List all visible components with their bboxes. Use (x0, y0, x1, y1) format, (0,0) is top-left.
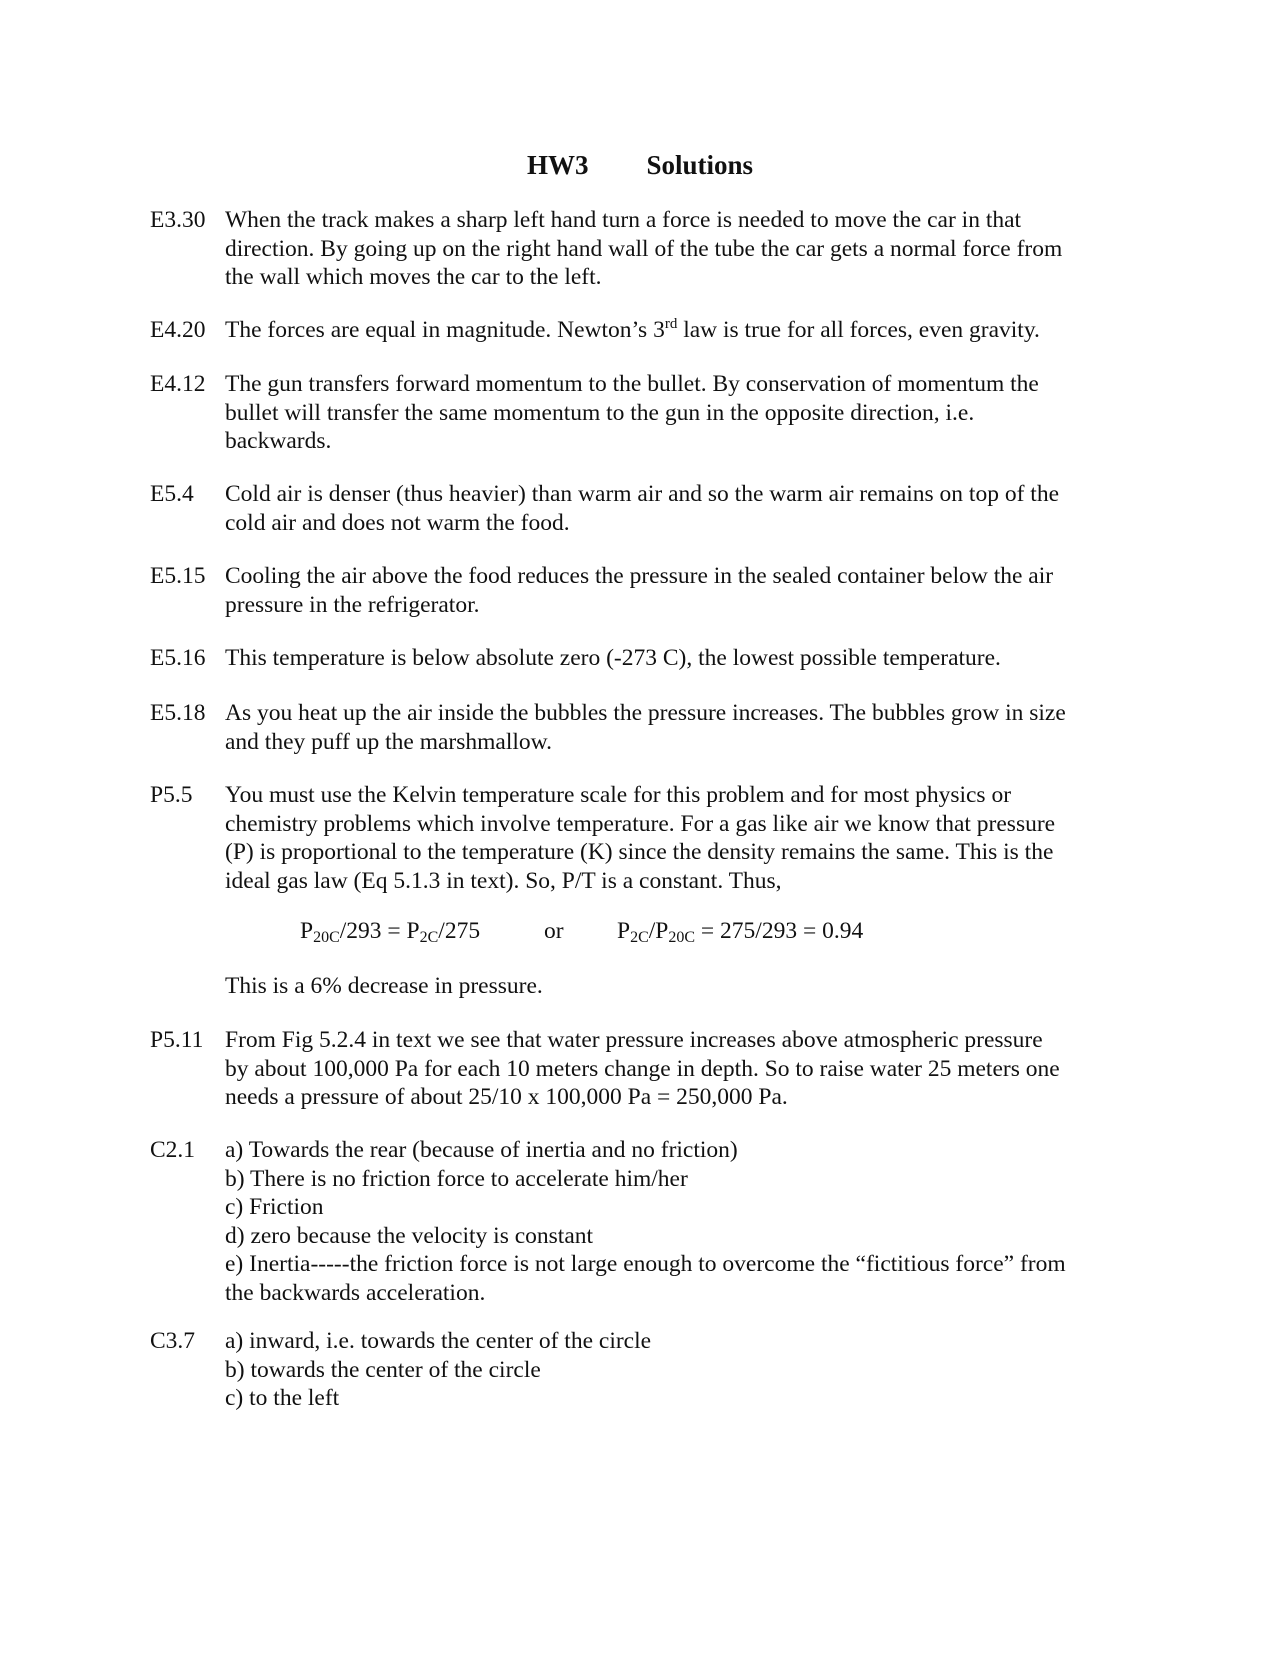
problem-label: E5.15 (150, 563, 206, 589)
text-line: This temperature is below absolute zero (-273 C), the lowest possible temperature. (225, 645, 1001, 671)
page-title (0, 150, 1280, 181)
solution-text (225, 1327, 1155, 1413)
problem-label: P5.11 (150, 1027, 204, 1053)
text-line: Cold air is denser (thus heavier) than warm air and so the warm air remains on top of the (225, 481, 1059, 507)
text-segment: The forces are equal in magnitude. Newton’s 3 (225, 317, 665, 343)
problem-label: P5.5 (150, 782, 193, 808)
text-line (225, 316, 1155, 345)
solution-text (225, 562, 1155, 619)
text-line: by about 100,000 Pa for each 10 meters change in depth. So to raise water 25 meters one (225, 1055, 1060, 1082)
text-line: c) Friction (225, 1194, 324, 1221)
text-line: d) zero because the velocity is constant (225, 1222, 594, 1249)
equation-right: $P_{2C}/P_{20C} = 275/293 = 0.94$ (617, 918, 864, 946)
text-line: backwards. (225, 428, 332, 455)
solution-text (225, 699, 1155, 756)
text-line: pressure in the refrigerator. (225, 591, 480, 618)
problem-label: E3.30 (150, 207, 206, 233)
text-line: a) inward, i.e. towards the center of the circle (225, 1328, 652, 1354)
text-line: (P) is proportional to the temperature (K) since the density remains the same. This is the (225, 839, 1054, 866)
problem-label: E5.4 (150, 481, 194, 507)
solution-text (225, 480, 1155, 537)
text-line: Cooling the air above the food reduces the pressure in the sealed container below the air (225, 563, 1054, 589)
solution-text (225, 316, 1155, 345)
text-line: needs a pressure of about 25/10 x 100,000 Pa = 250,000 Pa. (225, 1084, 788, 1111)
solution-text (225, 370, 1155, 456)
solution-text (225, 781, 1155, 895)
text-line: bullet will transfer the same momentum to the gun in the opposite direction, i.e. (225, 399, 975, 426)
problem-label: E5.16 (150, 645, 206, 671)
text-line: and they puff up the marshmallow. (225, 728, 552, 755)
equation-or: or (544, 918, 564, 944)
problem-label: E4.12 (150, 371, 206, 397)
text-line: When the track makes a sharp left hand turn a force is needed to move the car in that (225, 207, 1022, 233)
equation-left: $P_{20C}/293 = P_{2C}/275$ (300, 918, 481, 946)
problem-label: C3.7 (150, 1328, 196, 1354)
text-line: a) Towards the rear (because of inertia and no friction) (225, 1137, 738, 1163)
solution-text (225, 1136, 1155, 1308)
text-line: You must use the Kelvin temperature scale for this problem and for most physics or (225, 782, 1012, 808)
solution-text (225, 206, 1155, 292)
text-line: direction. By going up on the right hand wall of the tube the car gets a normal force from (225, 235, 1063, 262)
text-line: This is a 6% decrease in pressure. (225, 973, 543, 999)
text-line: As you heat up the air inside the bubbles the pressure increases. The bubbles grow in size (225, 700, 1066, 726)
text-segment: law is true for all forces, even gravity. (677, 317, 1040, 343)
title-solutions: Solutions (646, 150, 754, 180)
text-line: From Fig 5.2.4 in text we see that water pressure increases above atmospheric pressure (225, 1027, 1043, 1053)
text-line: b) There is no friction force to accelerate him/her (225, 1165, 688, 1192)
problem-label: E5.18 (150, 700, 206, 726)
text-line: cold air and does not warm the food. (225, 509, 570, 536)
problem-label: E4.20 (150, 317, 206, 343)
text-line: the wall which moves the car to the left. (225, 264, 602, 291)
text-line: ideal gas law (Eq 5.1.3 in text). So, P/T is a constant. Thus, (225, 867, 782, 894)
text-line: b) towards the center of the circle (225, 1356, 541, 1383)
text-line: the backwards acceleration. (225, 1279, 486, 1306)
text-line: The gun transfers forward momentum to the bullet. By conservation of momentum the (225, 371, 1039, 397)
solution-text (225, 1026, 1155, 1112)
text-line: c) to the left (225, 1385, 340, 1412)
text-line: e) Inertia-----the friction force is not large enough to overcome the “fictitious force” from (225, 1251, 1066, 1278)
problem-label: C2.1 (150, 1137, 196, 1163)
solution-text (225, 644, 1155, 673)
text-line: chemistry problems which involve temperature. For a gas like air we know that pressure (225, 810, 1056, 837)
superscript: rd (664, 316, 678, 332)
title-hw: HW3 (526, 150, 589, 180)
